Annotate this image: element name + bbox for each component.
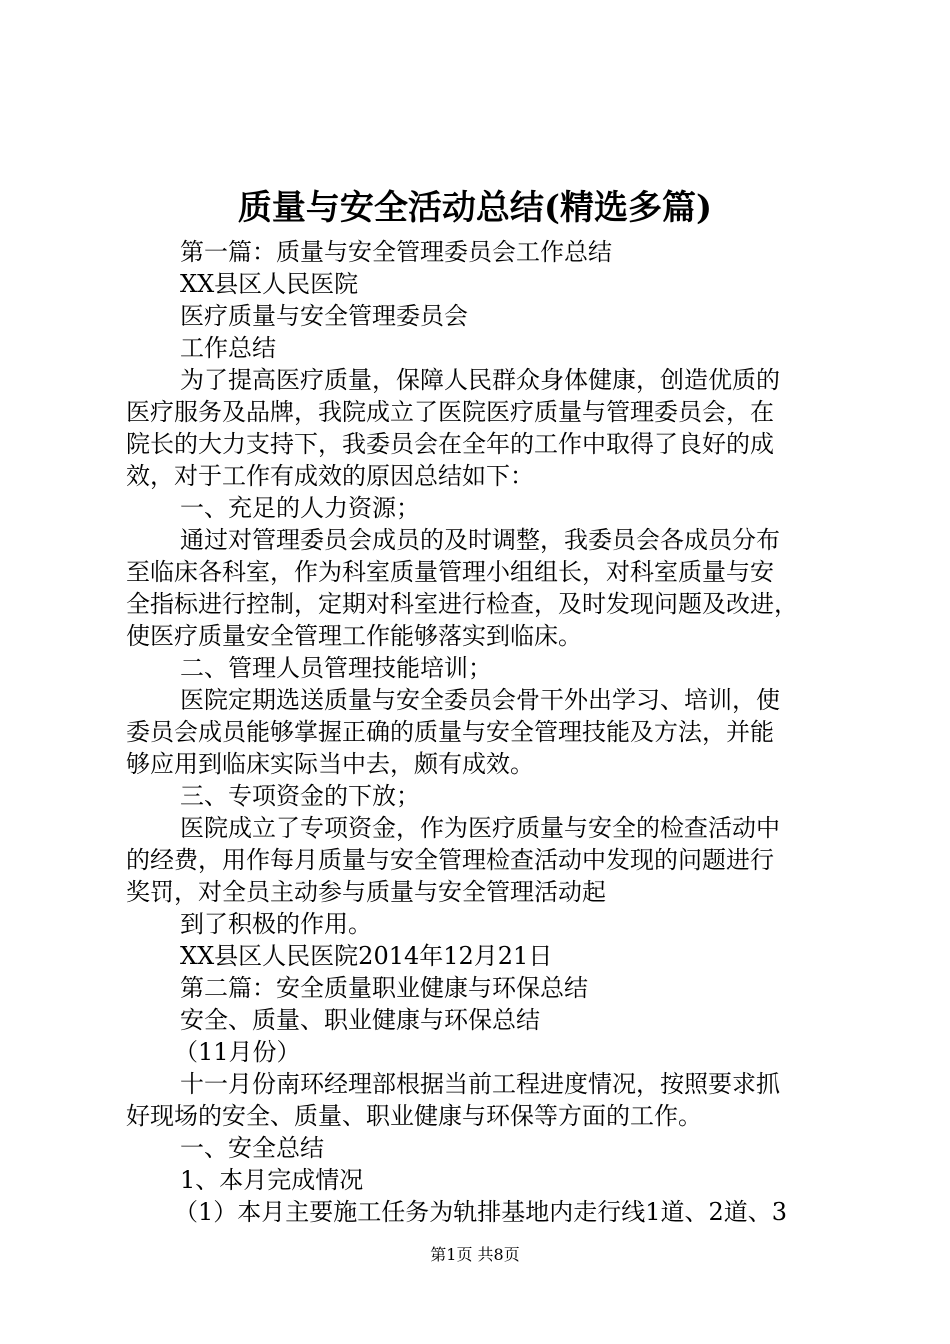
- text-line: 一、充足的人力资源；: [180, 494, 420, 522]
- text-line: 的经费，用作每月质量与安全管理检查活动中发现的问题进行: [126, 846, 774, 874]
- text-line: 为了提高医疗质量，保障人民群众身体健康，创造优质的: [180, 366, 780, 394]
- text-line: 至临床各科室，作为科室质量管理小组组长，对科室质量与安: [126, 558, 774, 586]
- text-line: 医疗质量与安全管理委员会: [180, 302, 468, 330]
- text-line: 够应用到临床实际当中去，颇有成效。: [126, 750, 534, 778]
- text-line: 效，对于工作有成效的原因总结如下：: [126, 462, 534, 490]
- text-line: 到了积极的作用。: [180, 910, 372, 938]
- text-line: 通过对管理委员会成员的及时调整，我委员会各成员分布: [180, 526, 780, 554]
- text-line: 医院成立了专项资金，作为医疗质量与安全的检查活动中: [180, 814, 780, 842]
- text-line: 使医疗质量安全管理工作能够落实到临床。: [126, 622, 582, 650]
- text-line: 工作总结: [180, 334, 276, 362]
- text-line: 奖罚，对全员主动参与质量与安全管理活动起: [126, 878, 606, 906]
- text-line: （1）本月主要施工任务为轨排基地内走行线1道、2道、3: [174, 1198, 788, 1226]
- text-line: 1、本月完成情况: [180, 1166, 364, 1194]
- text-line: XX县区人民医院2014年12月21日: [180, 942, 553, 970]
- text-line: 安全、质量、职业健康与环保总结: [180, 1006, 540, 1034]
- text-line: 十一月份南环经理部根据当前工程进度情况，按照要求抓: [180, 1070, 780, 1098]
- text-line: 一、安全总结: [180, 1134, 324, 1162]
- text-line: 三、专项资金的下放；: [180, 782, 420, 810]
- text-line: 医疗服务及品牌，我院成立了医院医疗质量与管理委员会，在: [126, 398, 774, 426]
- page-footer: 第1页 共8页: [430, 1245, 520, 1264]
- text-line: 二、管理人员管理技能培训；: [180, 654, 492, 682]
- text-line: 第一篇：质量与安全管理委员会工作总结: [180, 238, 612, 266]
- text-line: 院长的大力支持下，我委员会在全年的工作中取得了良好的成: [126, 430, 774, 458]
- text-line: 好现场的安全、质量、职业健康与环保等方面的工作。: [126, 1102, 702, 1130]
- text-line: 医院定期选送质量与安全委员会骨干外出学习、培训，使: [180, 686, 780, 714]
- document-body: [126, 236, 834, 1228]
- text-line: 全指标进行控制，定期对科室进行检查，及时发现问题及改进，: [126, 590, 798, 618]
- text-line: （11月份）: [174, 1038, 301, 1066]
- document-title: 质量与安全活动总结(精选多篇): [237, 188, 713, 228]
- text-line: 第二篇：安全质量职业健康与环保总结: [180, 974, 588, 1002]
- text-line: 委员会成员能够掌握正确的质量与安全管理技能及方法，并能: [126, 718, 774, 746]
- text-line: XX县区人民医院: [180, 270, 359, 298]
